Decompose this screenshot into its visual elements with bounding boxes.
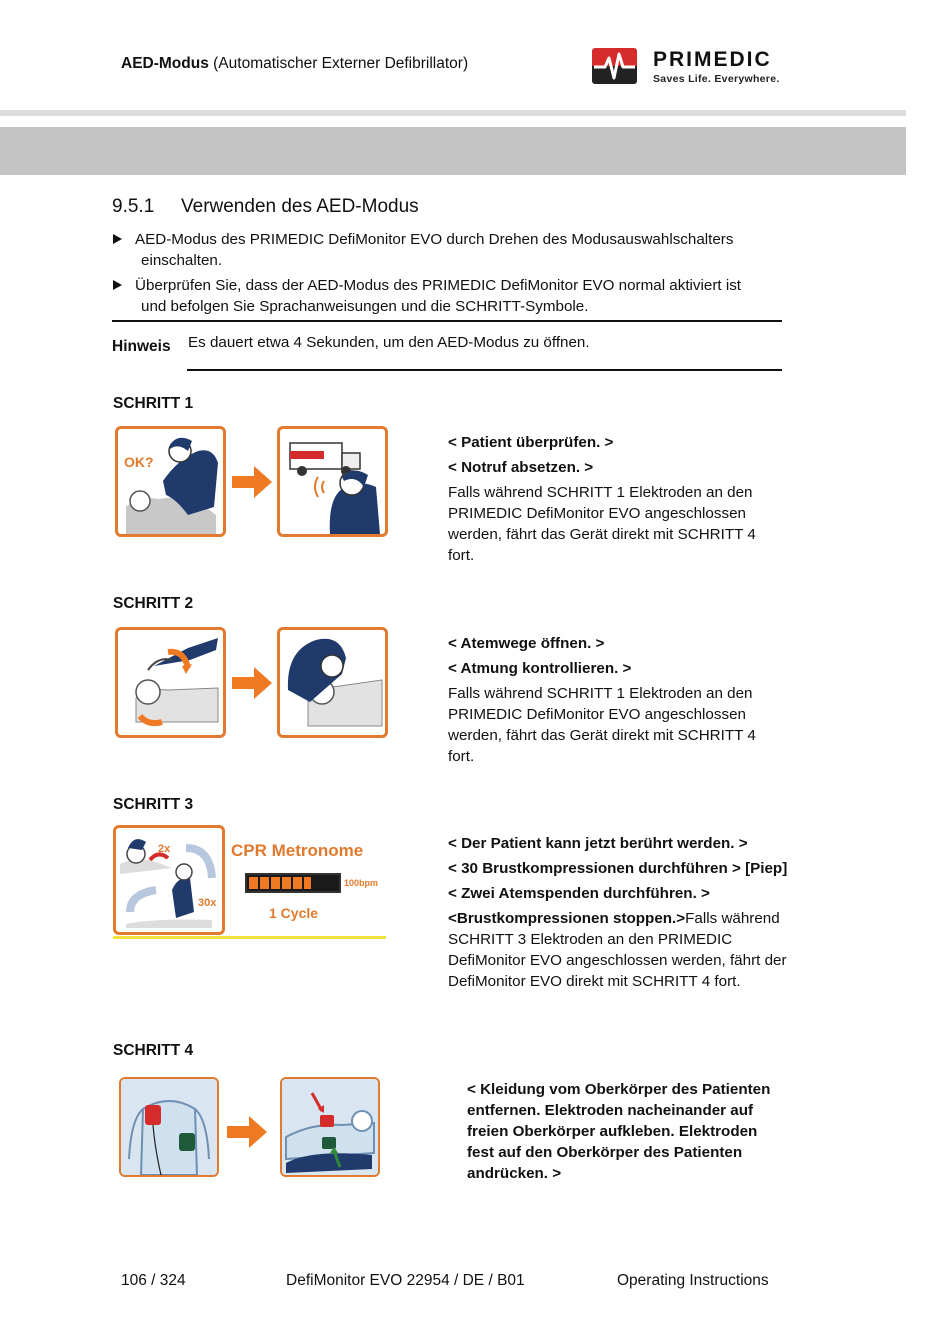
- step-text-block: [448, 432, 783, 566]
- step-text-block: [467, 1079, 777, 1184]
- step-description: Falls während SCHRITT 3 Elektroden an den PRIMEDIC DefiMonitor EVO angeschlossen werden, fährt der DefiMonitor EVO direkt mit SCHRITT 4 fort.: [448, 910, 787, 990]
- step-command: < Atmung kontrollieren. >: [448, 660, 632, 677]
- step-command: < Kleidung vom Oberkörper des Patienten entfernen. Elektroden nacheinander auf freien Oberkörper aufkleben. Elektroden fest auf den Oberkörper des Patienten andrücken. >: [467, 1081, 771, 1182]
- remove-clothing-pictogram: [119, 1077, 219, 1177]
- call-emergency-pictogram: [277, 426, 388, 537]
- header-divider: [0, 110, 906, 116]
- open-airway-pictogram: [115, 627, 226, 738]
- right-arrow-icon: [232, 667, 272, 699]
- cpr-metronome-pictogram: [113, 825, 386, 939]
- bullet-item: [113, 275, 793, 317]
- footer-document-type: Operating Instructions: [617, 1272, 769, 1289]
- step-command-inline: <Brustkompressionen stoppen.>: [448, 910, 686, 927]
- header-title: [121, 55, 468, 73]
- bullet-line: und befolgen Sie Sprachanweisungen und die SCHRITT-Symbole.: [141, 298, 589, 315]
- step-command: < Der Patient kann jetzt berührt werden. >: [448, 835, 748, 852]
- metronome-level-bar: [245, 873, 341, 893]
- brand-slogan: Saves Life. Everywhere.: [653, 73, 780, 85]
- ecg-logo-icon: [592, 48, 637, 84]
- step-command: < 30 Brustkompressionen durchführen > [Piep]: [448, 860, 788, 877]
- footer-page-number: 106 / 324: [121, 1272, 186, 1289]
- bullet-triangle-icon: [113, 280, 122, 290]
- metronome-title: CPR Metronome: [231, 841, 364, 860]
- step-heading: SCHRITT 2: [113, 595, 194, 612]
- step-text-block: [448, 833, 788, 992]
- check-breathing-pictogram: [277, 627, 388, 738]
- primedic-logo: [592, 46, 782, 86]
- bullet-line: AED-Modus des PRIMEDIC DefiMonitor EVO durch Drehen des Modusauswahlschalters: [135, 231, 734, 248]
- step-command: < Patient überprüfen. >: [448, 434, 614, 451]
- section-number: 9.5.1: [112, 196, 155, 217]
- brand-name: PRIMEDIC: [653, 48, 772, 71]
- right-arrow-icon: [227, 1116, 267, 1148]
- cpr-cycle-panel: [113, 825, 225, 935]
- bullet-line: einschalten.: [141, 252, 223, 269]
- step-command: < Atemwege öffnen. >: [448, 635, 605, 652]
- note-text: Es dauert etwa 4 Sekunden, um den AED-Modus zu öffnen.: [188, 334, 590, 351]
- header-title-bold: AED-Modus: [121, 55, 209, 72]
- note-rule-top: [112, 320, 782, 322]
- step-heading: SCHRITT 4: [113, 1042, 194, 1059]
- section-title: Verwenden des AED-Modus: [181, 196, 419, 217]
- header-band: [0, 127, 906, 175]
- label-30x: 30x: [198, 897, 217, 909]
- bullet-item: [113, 229, 793, 271]
- step-description: Falls während SCHRITT 1 Elektroden an den PRIMEDIC DefiMonitor EVO angeschlossen werden, fährt das Gerät direkt mit SCHRITT 4 fort.: [448, 685, 756, 765]
- check-patient-pictogram: [115, 426, 226, 537]
- metronome-rate: 100bpm: [344, 878, 379, 888]
- step-heading: SCHRITT 3: [113, 796, 194, 813]
- bullet-line: Überprüfen Sie, dass der AED-Modus des PRIMEDIC DefiMonitor EVO normal aktiviert ist: [135, 277, 742, 294]
- right-arrow-icon: [232, 466, 272, 498]
- metronome-cycle: 1 Cycle: [269, 905, 319, 921]
- label-2x: 2x: [158, 843, 171, 855]
- step-command: < Zwei Atemspenden durchführen. >: [448, 885, 710, 902]
- note-rule-bottom: [187, 369, 782, 371]
- picto-label: OK?: [124, 454, 154, 470]
- apply-electrodes-pictogram: [280, 1077, 380, 1177]
- step-command: < Notruf absetzen. >: [448, 459, 594, 476]
- header-title-rest: (Automatischer Externer Defibrillator): [213, 55, 469, 72]
- bullet-triangle-icon: [113, 234, 122, 244]
- footer-document-id: DefiMonitor EVO 22954 / DE / B01: [286, 1272, 525, 1289]
- step-description: Falls während SCHRITT 1 Elektroden an den PRIMEDIC DefiMonitor EVO angeschlossen werden, fährt das Gerät direkt mit SCHRITT 4 fort.: [448, 484, 756, 564]
- metronome-level-fill: [249, 877, 311, 889]
- step-heading: SCHRITT 1: [113, 395, 194, 412]
- step-text-block: [448, 633, 783, 767]
- note-label: Hinweis: [112, 338, 171, 355]
